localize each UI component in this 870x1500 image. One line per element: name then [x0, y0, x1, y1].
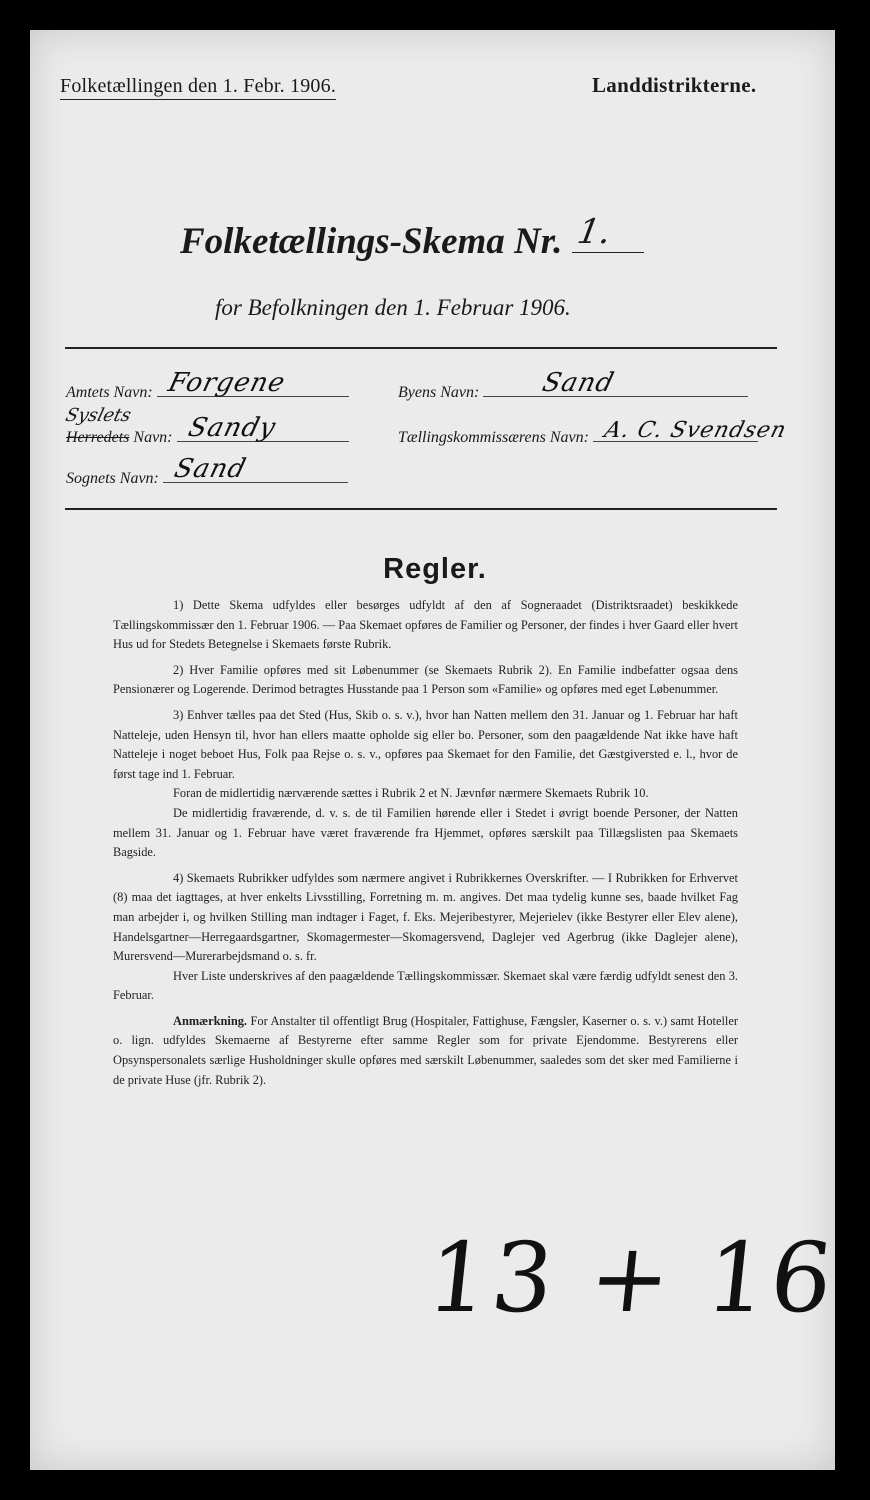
amt-line	[157, 368, 349, 398]
herred-line	[177, 413, 349, 443]
rule-3-present: Foran de midlertidig nærværende sættes i Rubrik 2 et N. Jævnfør nærmere Skemaets Rubrik 10.	[173, 786, 649, 801]
form-number-line	[572, 212, 644, 253]
rule-3: 3) Enhver tælles paa det Sted (Hus, Skib o. s. v.), hvor han Natten mellem den 31. Januar og 1. Februar har haft Natteleje, uden Hensyn til, hvor han ellers maatte opholde sig eller bo. Personer, som den paagældende Nat ikke have haft Natteleje i noget beboet Hus, Folk paa Rejse o. s. v., opføres paa Skemaet for den Familie, det Gæstgiversted e. l., hvor de først tage ind 1. Februar.	[113, 707, 738, 781]
remark-label: Anmærkning.	[173, 1013, 248, 1028]
herred-label: Navn:	[133, 429, 173, 446]
herred-correction-note: Syslets	[63, 405, 134, 426]
herred-label-struck: Herredets	[66, 429, 130, 446]
sogn-field	[66, 454, 348, 488]
kommissaer-label: Tællingskommissærens Navn:	[398, 429, 589, 446]
rule-3-absent: De midlertidig fraværende, d. v. s. de til Familien hørende eller i Stedet i øvrigt boende Personer, der Natten mellem 31. Januar og 1. Februar have været fraværende fra Hjemmet, opføres særskilt paa Tillægslisten paa Skemaets Bagside.	[113, 805, 738, 860]
district-type-header: Landdistrikterne.	[592, 73, 757, 97]
rule-4: 4) Skemaets Rubrikker udfyldes som nærmere angivet i Rubrikkernes Overskrifter. — I Rubrikken for Erhvervet (8) maa det iagttages, at hver enkelts Livsstilling, Forretning m. m. angives. Det maa tydelig kunne ses, baade hvilket Fag man arbejder i, og hvilken Stilling man indtager i Faget, f. Eks. Mejeribestyrer, Mejerielev (ikke Bestyrer eller Elev alene), Handelsgartner—Herregaardsgartner, Skomagermester—Skomagersvend, Daglejer ved Agerbrug (ikke Daglejer alene), Murersvend—Murerarbejdsmand o. s. fr.	[113, 870, 738, 964]
herred-value: Sandy	[184, 413, 279, 443]
divider-top	[65, 347, 777, 349]
by-line	[483, 368, 748, 398]
kommissaer-value: A. C. Svendsen	[601, 418, 790, 443]
census-date-header: Folketællingen den 1. Febr. 1906.	[60, 75, 336, 100]
rules-body	[113, 596, 738, 1096]
form-subtitle: for Befolkningen den 1. Februar 1906.	[215, 295, 571, 320]
remark-text: For Anstalter til offentligt Brug (Hospitaler, Fattighuse, Fængsler, Kaserner o. s. v.) samt Hoteller o. lign. udfyldes Skemaerne af Bestyrerne efter samme Regler som for private Ejendomme. Bestyrerens eller Opsynspersonalets særlige Husholdninger skulle opføres med særskilt Løbenummer, saaledes som det sker med Familierne i de private Huse (jfr. Rubrik 2).	[113, 1013, 738, 1087]
form-number: 1.	[574, 212, 614, 252]
rule-2: 2) Hver Familie opføres med sit Løbenummer (se Skemaets Rubrik 2). En Familie indbefatter ogsaa dens Pensionærer og Logerende. Derimod betragtes Husstande paa 1 Person som «Familie» og opføres med eget Løbenummer.	[113, 662, 738, 697]
kommissaer-line	[593, 418, 790, 443]
by-label: Byens Navn:	[398, 384, 480, 401]
amt-value: Forgene	[164, 368, 289, 398]
form-title-text: Folketællings-Skema Nr.	[180, 221, 563, 262]
sogn-value: Sand	[171, 454, 250, 484]
divider-bottom	[65, 508, 777, 510]
rules-heading: Regler.	[383, 553, 487, 585]
by-field	[398, 368, 748, 402]
kommissaer-field	[398, 418, 790, 447]
amt-field	[66, 368, 349, 402]
remark	[113, 1012, 738, 1090]
sogn-line	[163, 454, 348, 484]
rule-1: 1) Dette Skema udfyldes eller besørges udfyldt af den af Sogneraadet (Distriktsraadet) beskikkede Tællingskommissær den 1. Februar 1906. — Paa Skemaet opføres de Familier og Personer, der findes i hver Gaard eller hvert Hus ud for Stedets Betegnelse i Skemaets første Rubrik.	[113, 598, 738, 652]
handwritten-tally: 13 + 16	[422, 1222, 841, 1334]
form-title	[180, 212, 644, 263]
amt-label: Amtets Navn:	[66, 384, 153, 401]
sogn-label: Sognets Navn:	[66, 470, 159, 487]
rule-4-signature: Hver Liste underskrives af den paagældende Tællingskommissær. Skemaet skal være færdig udfyldt senest den 3. Februar.	[113, 968, 738, 1003]
by-value: Sand	[539, 368, 618, 398]
